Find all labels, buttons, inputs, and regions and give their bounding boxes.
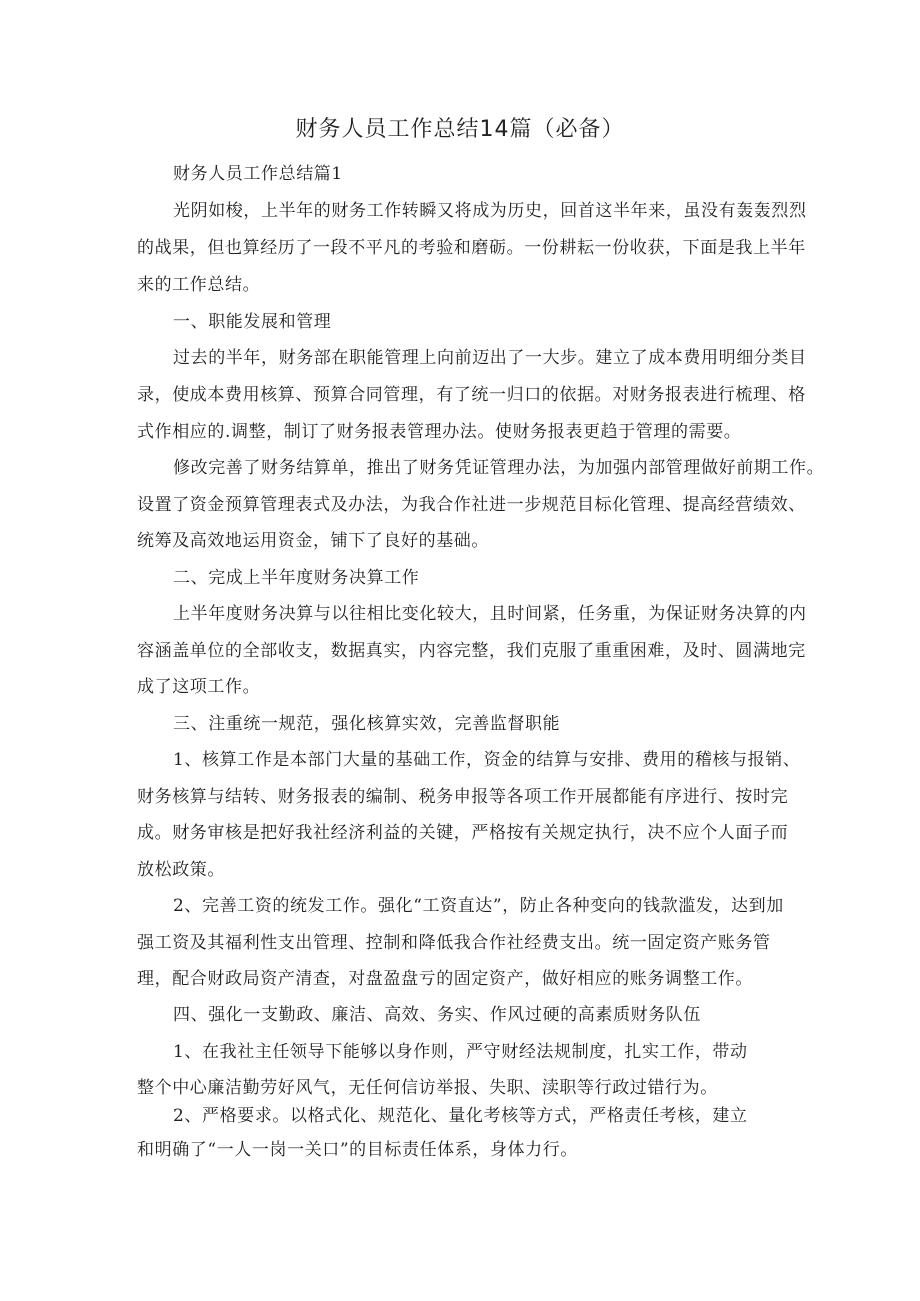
paragraph-line: 强工资及其福利性支出管理、控制和降低我合作社经费支出。统一固定资产账务管	[137, 933, 771, 953]
paragraph-line: 整个中心廉洁勤劳好风气，无任何信访举报、失职、渎职等行政过错行为。	[137, 1078, 718, 1098]
paragraph-line: 放松政策。	[137, 860, 225, 880]
paragraph-line: 2、完善工资的统发工作。强化“工资直达”，防止各种变向的钱款滥发，达到加	[173, 896, 784, 916]
paragraph-line: 来的工作总结。	[137, 275, 261, 295]
paragraph-line: 过去的半年，财务部在职能管理上向前迈出了一大步。建立了成本费用明细分类目	[173, 348, 807, 368]
paragraph-line: 的战果，但也算经历了一段不平凡的考验和磨砺。一份耕耘一份收获，下面是我上半年	[137, 238, 806, 258]
paragraph-line: 统筹及高效地运用资金，铺下了良好的基础。	[137, 531, 489, 551]
paragraph-line: 1、核算工作是本部门大量的基础工作，资金的结算与安排、费用的稽核与报销、	[173, 750, 801, 770]
section-heading: 四、强化一支勤政、廉洁、高效、务实、作风过硬的高素质财务队伍	[173, 1005, 701, 1025]
paragraph-line: 修改完善了财务结算单，推出了财务凭证管理办法，为加强内部管理做好前期工作。	[173, 458, 825, 478]
section-heading: 三、注重统一规范，强化核算实效，完善监督职能	[173, 714, 561, 734]
paragraph-line: 容涵盖单位的全部收支，数据真实，内容完整，我们克服了重重困难，及时、圆满地完	[137, 641, 806, 661]
paragraph-line: 和明确了“一人一岗一关口”的目标责任体系，身体力行。	[137, 1140, 578, 1160]
paragraph-line: 财务核算与结转、财务报表的编制、税务申报等各项工作开展都能有序进行、按时完	[137, 787, 789, 807]
paragraph-line: 设置了资金预算管理表式及办法，为我合作社进一步规范目标化管理、提高经营绩效、	[137, 495, 806, 515]
paragraph-line: 2、严格要求。以格式化、规范化、量化考核等方式，严格责任考核，建立	[173, 1106, 748, 1126]
paragraph-line: 录，使成本费用核算、预算合同管理，有了统一归口的依据。对财务报表进行梳理、格	[137, 385, 806, 405]
paragraph-line: 成。财务审核是把好我社经济利益的关键，严格按有关规定执行，决不应个人面子而	[137, 823, 789, 843]
paragraph-line: 理，配合财政局资产清查，对盘盈盘亏的固定资产，做好相应的账务调整工作。	[137, 969, 753, 989]
paragraph-line: 1、在我社主任领导下能够以身作则，严守财经法规制度，扎实工作，带动	[173, 1042, 748, 1062]
document-title: 财务人员工作总结14篇（必备）	[295, 117, 625, 142]
section-heading: 二、完成上半年度财务决算工作	[173, 568, 420, 588]
paragraph-line: 成了这项工作。	[137, 677, 261, 697]
paragraph-line: 光阴如梭，上半年的财务工作转瞬又将成为历史，回首这半年来，虽没有轰轰烈烈	[173, 201, 807, 221]
paragraph-line: 上半年度财务决算与以往相比变化较大，且时间紧，任务重，为保证财务决算的内	[173, 604, 807, 624]
paragraph-line: 式作相应的.调整，制订了财务报表管理办法。使财务报表更趋于管理的需要。	[137, 422, 742, 442]
section-heading: 一、职能发展和管理	[173, 312, 332, 332]
section-subtitle: 财务人员工作总结篇1	[173, 164, 343, 184]
